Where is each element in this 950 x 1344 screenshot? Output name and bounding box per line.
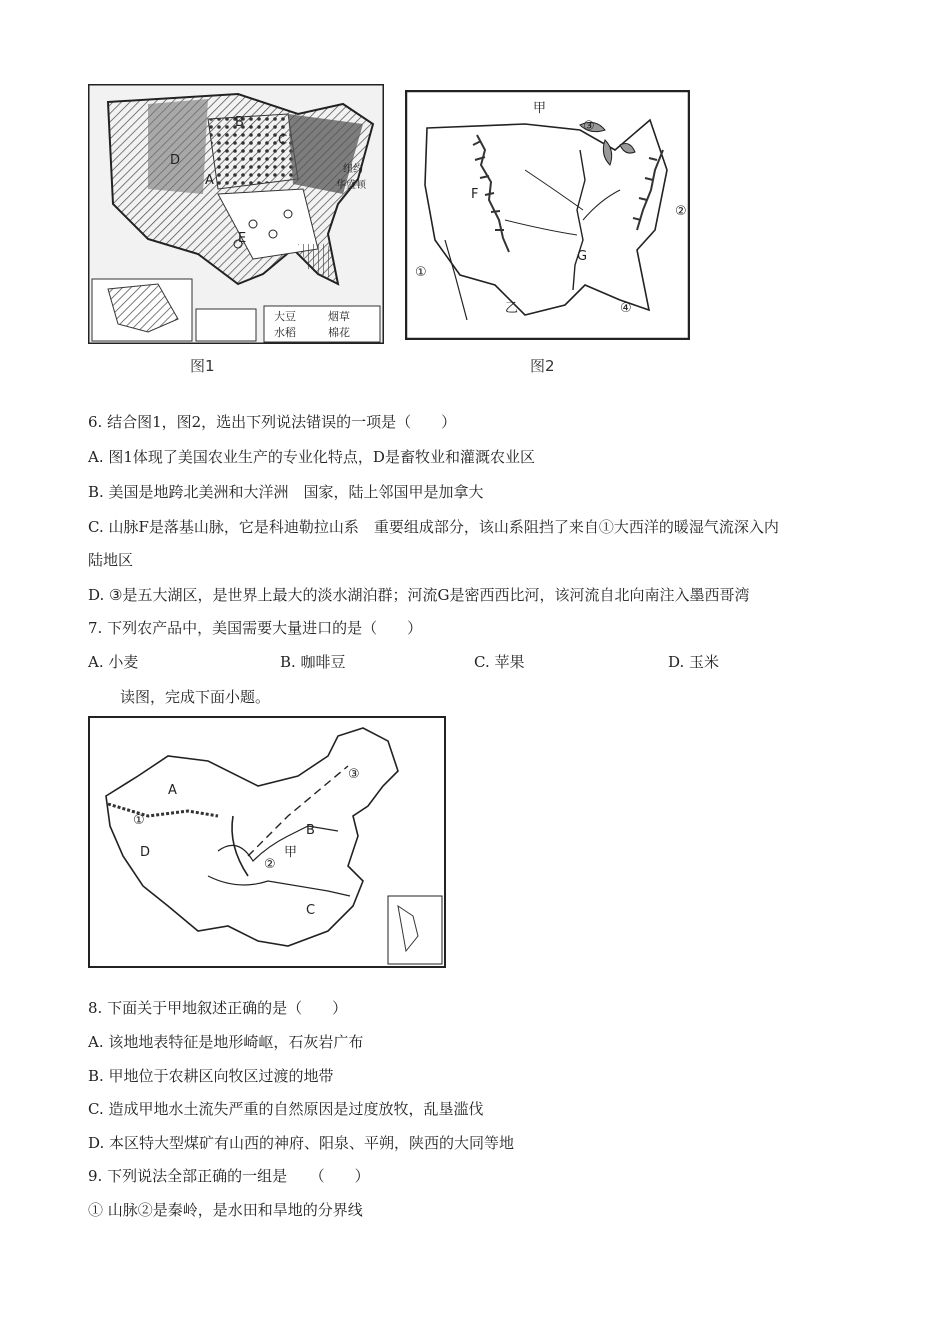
figure-2-us-physical-map — [405, 90, 690, 340]
fig2-label-yi: 乙 — [505, 301, 519, 316]
fig3-label-2: ② — [264, 857, 276, 872]
fig1-legend-cotton: 棉花 — [328, 326, 350, 339]
fig2-label-4: ④ — [620, 301, 632, 316]
fig2-label-f: F — [471, 187, 479, 202]
q9-stem: 9. 下列说法全部正确的一组是 （ ） — [88, 1167, 370, 1185]
fig1-city-washington: 华盛顿 — [336, 180, 366, 191]
q7-option-c: C. 苹果 — [474, 653, 525, 671]
section-intro: 读图，完成下面小题。 — [120, 688, 271, 706]
fig1-legend-rice: 水稻 — [274, 326, 296, 339]
q8-option-d: D. 本区特大型煤矿有山西的神府、阳泉、平朔，陕西的大同等地 — [88, 1134, 515, 1152]
fig2-label-1: ① — [415, 265, 427, 280]
fig3-label-a: A — [168, 783, 177, 798]
q6-option-b: B. 美国是地跨北美洲和大洋洲 国家，陆上邻国甲是加拿大 — [88, 483, 484, 501]
fig1-city-new-york: 纽约 — [343, 164, 363, 175]
fig1-label-c: C — [278, 133, 288, 148]
fig3-label-1: ① — [133, 813, 145, 828]
fig3-label-jia: 甲 — [284, 845, 298, 860]
fig1-legend-tobacco: 烟草 — [328, 310, 350, 323]
q6-option-c-continued: 陆地区 — [88, 551, 134, 569]
q6-stem: 6. 结合图1，图2，选出下列说法错误的一项是（ ） — [88, 413, 457, 431]
figure-3-china-map — [88, 716, 446, 968]
q8-stem: 8. 下面关于甲地叙述正确的是（ ） — [88, 999, 348, 1017]
q7-stem: 7. 下列农产品中，美国需要大量进口的是（ ） — [88, 619, 423, 637]
fig1-label-e: E — [238, 231, 247, 246]
q8-option-a: A. 该地地表特征是地形崎岖，石灰岩广布 — [88, 1033, 364, 1051]
fig3-label-c: C — [306, 903, 316, 918]
q9-item-1: ① 山脉②是秦岭，是水田和旱地的分界线 — [88, 1201, 363, 1219]
figure-2-caption: 图2 — [530, 357, 555, 375]
fig2-label-2: ② — [675, 204, 687, 219]
q6-option-c: C. 山脉F是落基山脉，它是科迪勒拉山系 重要组成部分，该山系阻挡了来自①大西洋的暖湿气流深入内 — [88, 518, 779, 536]
fig1-label-b: B — [235, 115, 244, 130]
q7-option-b: B. 咖啡豆 — [280, 653, 346, 671]
q6-option-a: A. 图1体现了美国农业生产的专业化特点，D是畜牧业和灌溉农业区 — [88, 448, 535, 466]
fig2-label-g: G — [577, 249, 588, 264]
q8-option-b: B. 甲地位于农耕区向牧区过渡的地带 — [88, 1067, 334, 1085]
figure-1-caption: 图1 — [190, 357, 215, 375]
figure-1-us-agriculture-map — [88, 84, 384, 344]
fig3-label-d: D — [140, 845, 151, 860]
q7-option-d: D. 玉米 — [668, 653, 720, 671]
fig1-label-d: D — [170, 153, 181, 168]
fig3-label-b: B — [306, 823, 315, 838]
fig2-label-jia: 甲 — [533, 101, 547, 116]
fig1-label-a: A — [205, 173, 214, 188]
q6-option-d: D. ③是五大湖区，是世界上最大的淡水湖泊群；河流G是密西西比河，该河流自北向南注入墨西哥湾 — [88, 586, 750, 604]
q8-option-c: C. 造成甲地水土流失严重的自然原因是过度放牧，乱垦滥伐 — [88, 1100, 484, 1118]
fig3-label-3: ③ — [348, 767, 360, 782]
q7-option-a: A. 小麦 — [88, 653, 139, 671]
fig1-legend-soybean: 大豆 — [274, 310, 296, 323]
fig2-label-3: ③ — [583, 119, 595, 134]
